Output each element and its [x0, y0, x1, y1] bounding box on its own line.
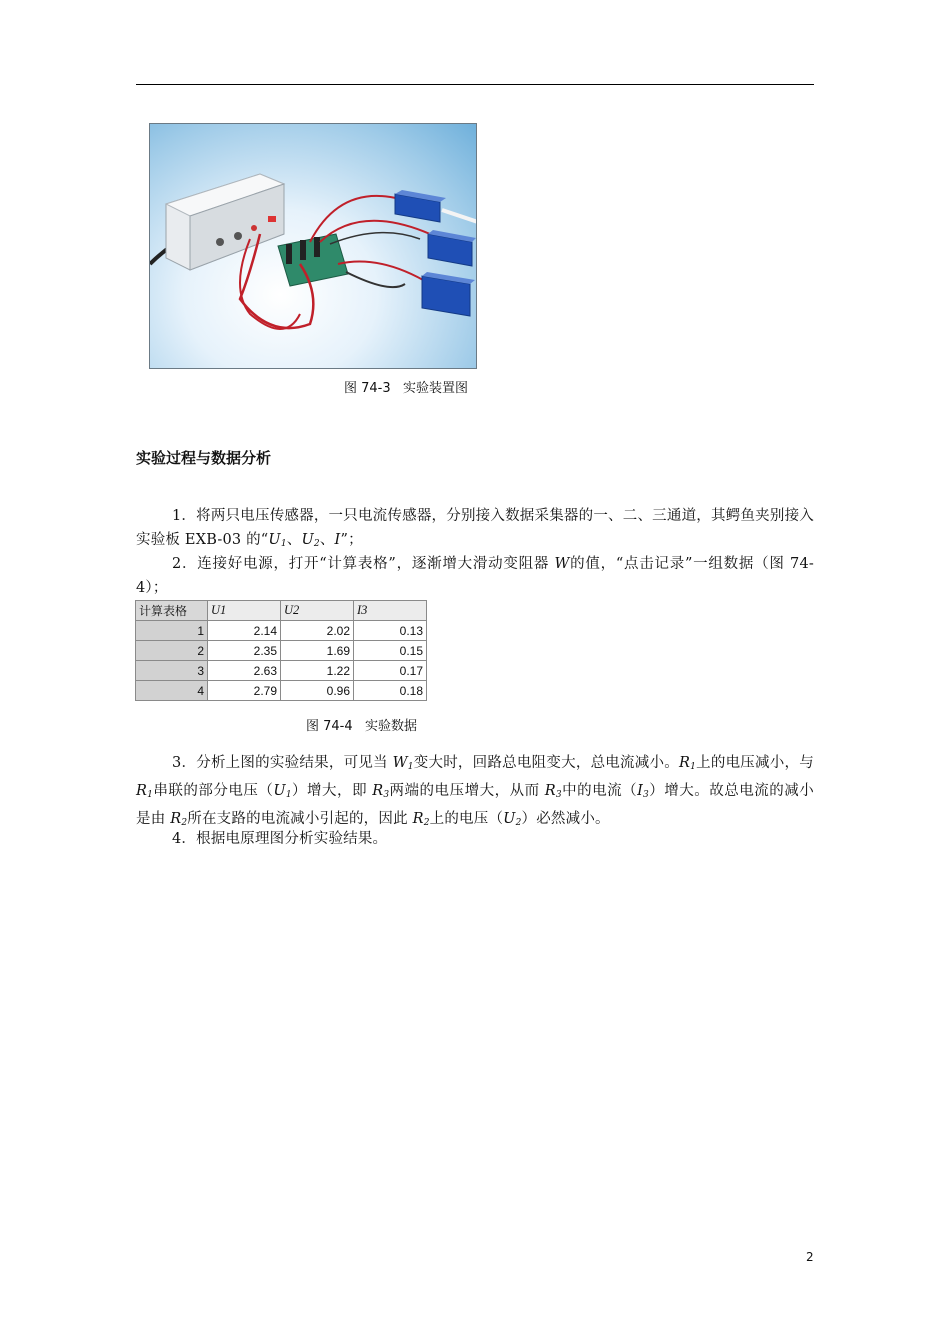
table-cell: 2.79 — [208, 681, 281, 701]
column-header: I3 — [354, 601, 427, 621]
table-cell: 0.13 — [354, 621, 427, 641]
step-1: 1．将两只电压传感器，一只电流传感器，分别接入数据采集器的一、二、三通道，其鳄鱼夹别接入实验板 EXB-03 的“$U_1$、$U_2$、I”； — [136, 508, 814, 549]
column-header: U1 — [208, 601, 281, 621]
apparatus-illustration — [150, 124, 477, 369]
section-heading: 实验过程与数据分析 — [136, 449, 272, 467]
figure-caption: 图 74-3 实验装置图 — [344, 381, 469, 396]
row-index: 2 — [136, 641, 208, 661]
table-cell: 2.02 — [281, 621, 354, 641]
table-cell: 0.17 — [354, 661, 427, 681]
row-index: 4 — [136, 681, 208, 701]
table-row — [136, 621, 427, 641]
header-rule — [136, 84, 814, 85]
page-number: 2 — [806, 1250, 814, 1264]
table-header-row — [136, 601, 427, 621]
row-index: 1 — [136, 621, 208, 641]
table-cell: 2.35 — [208, 641, 281, 661]
apparatus-photo — [149, 123, 477, 369]
table-cell: 0.15 — [354, 641, 427, 661]
table-cell: 1.69 — [281, 641, 354, 661]
data-table — [135, 600, 427, 701]
row-index: 3 — [136, 661, 208, 681]
step-4: 4．根据电原理图分析实验结果。 — [172, 831, 388, 847]
table-cell: 2.63 — [208, 661, 281, 681]
table-caption: 图 74-4 实验数据 — [306, 719, 418, 734]
table-row — [136, 681, 427, 701]
step-3: 3．分析上图的实验结果，可见当 $W_1$变大时，回路总电阻变大，总电流减小。$R_1$上的电压减小，与 $R_1$串联的部分电压$(U_1)$增大，即 $R_3$两端的电压增大，从而 $R_3$中的电流$(I_3)$增大。故总电流的减小是由 $R_2$所在支路的电流减小引起的，因此 $R_2$上的电压$(U_2)$必然减小。 — [136, 755, 815, 828]
table-cell: 1.22 — [281, 661, 354, 681]
table-title-cell: 计算表格 — [136, 601, 208, 621]
step-2: 2．连接好电源，打开“计算表格”，逐渐增大滑动变阻器 W的值，“点击记录”一组数据（图 74-4）； — [136, 556, 814, 596]
table-cell: 2.14 — [208, 621, 281, 641]
table-cell: 0.96 — [281, 681, 354, 701]
table-row — [136, 661, 427, 681]
table-row — [136, 641, 427, 661]
column-header: U2 — [281, 601, 354, 621]
table-cell: 0.18 — [354, 681, 427, 701]
